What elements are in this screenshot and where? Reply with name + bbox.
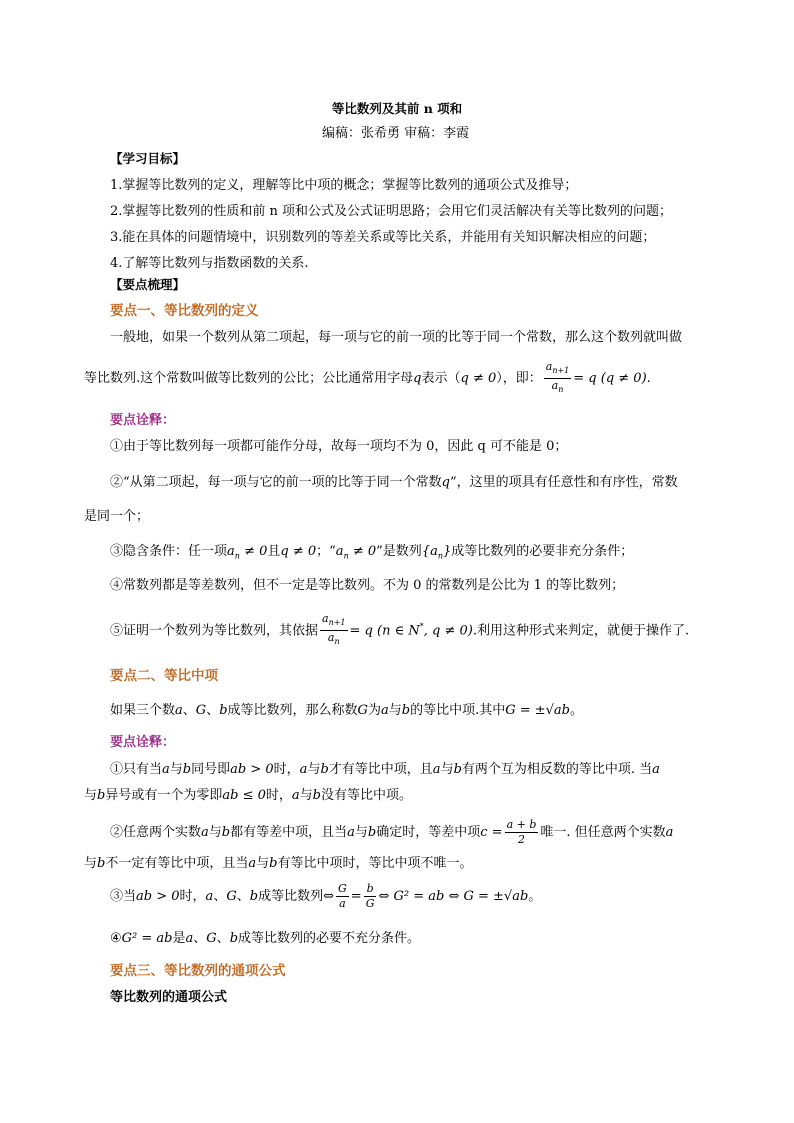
definition-line-1: 一般地，如果一个数列从第二项起，每一项与它的前一项的比等于同一个常数，那么这个数列就叫做 xyxy=(110,330,683,345)
section-3-subheading: 等比数列的通项公式 xyxy=(110,990,228,1005)
explain-1-item-2: ②“从第二项起，每一项与它的前一项的比等于同一个常数q”，这里的项具有任意性和有序性，常数 xyxy=(110,475,678,490)
definition-text: 等比数列.这个常数叫做等比数列的公比；公比通常用字母 xyxy=(84,371,414,387)
explain-1-item-4: ④常数列都是等差数列，但不一定是等比数列。不为 0 的常数列是公比为 1 的等比数列； xyxy=(110,578,625,593)
definition-line-2 xyxy=(84,360,651,397)
section-3-heading: 要点三、等比数列的通项公式 xyxy=(110,963,286,979)
ratio-formula: = q (q ≠ 0). xyxy=(573,371,651,387)
ratio-fraction: $\frac{a_{n+1}}{a_n}$ xyxy=(545,360,570,395)
explain-1-item-3: ③隐含条件：任一项$a_n \ne 0$且q ≠ 0；“$a_n \ne 0$”是数列$\{a_n\}$成等比数列的必要非充分条件； xyxy=(110,544,634,561)
explain-heading-1: 要点诠释： xyxy=(110,413,176,428)
explain-2-item-1: ①只有当a与b同号即ab > 0时，a与b才有等比中项，且a与b有两个互为相反数的等比中项. 当a xyxy=(110,762,660,777)
explain-2-item-2-cont: 与b不一定有等比中项，且当a与b有等比中项时，等比中项不唯一。 xyxy=(84,856,473,871)
explain-1-item-5: ⑤证明一个数列为等比数列，其依据 $\frac{a_{n+1}}{a_n}$ = q (n ∈ N*, q ≠ 0).利用这种形式来判定，就便于操作了. xyxy=(110,612,689,650)
explain-heading-2: 要点诠释： xyxy=(110,735,176,750)
explain-2-item-1-cont: 与b异号或有一个为零即ab ≤ 0时，a与b没有等比中项。 xyxy=(84,788,413,803)
document-title: 等比数列及其前 n 项和 xyxy=(331,101,463,116)
points-heading: 【要点梳理】 xyxy=(110,277,186,292)
ratio-g-a-fraction: $\frac{G}{a}$ xyxy=(337,882,347,910)
geometric-mean-definition: 如果三个数a、G、b成等比数列，那么称数G为a与b的等比中项.其中G = ±√ab。 xyxy=(110,703,584,718)
explain-2-item-3: ③当ab > 0时，a、G、b成等比数列⇔ $\frac{G}{a}$ = $\frac{b}{G}$ ⇔ G² = ab ⇔ G = ±√ab。 xyxy=(110,882,542,910)
goals-heading: 【学习目标】 xyxy=(110,151,186,166)
definition-text: 表示（ xyxy=(421,371,461,387)
goal-item-1: 1.掌握等比数列的定义，理解等比中项的概念；掌握等比数列的通项公式及推导； xyxy=(110,178,578,193)
editor-credits: 编稿：张希勇 审稿：李霞 xyxy=(322,126,470,141)
section-2-heading: 要点二、等比中项 xyxy=(110,668,218,684)
explain-1-item-2-cont: 是同一个； xyxy=(84,509,150,524)
goal-item-3: 3.能在具体的问题情境中，识别数列的等差关系或等比关系，并能用有关知识解决相应的问题； xyxy=(110,230,656,245)
explain-1-item-1: ①由于等比数列每一项都可能作分母，故每一项均不为 0，因此 q 可不能是 0； xyxy=(110,439,568,454)
goal-item-4: 4.了解等比数列与指数函数的关系. xyxy=(110,256,309,271)
definition-text: ），即： xyxy=(496,371,542,387)
arith-mean-fraction: $\frac{a + b}{2}$ xyxy=(506,818,537,846)
q-condition: q ≠ 0 xyxy=(460,371,497,387)
ratio-b-g-fraction: $\frac{b}{G}$ xyxy=(365,882,375,910)
goal-item-2: 2.掌握等比数列的性质和前 n 项和公式及公式证明思路；会用它们灵活解决有关等比数列的问题； xyxy=(110,204,673,219)
proof-fraction: $\frac{a_{n+1}}{a_n}$ xyxy=(322,612,346,647)
explain-2-item-4: ④G² = ab是a、G、b成等比数列的必要不充分条件。 xyxy=(110,931,421,946)
q-symbol: q xyxy=(413,371,422,387)
explain-2-item-2: ②任意两个实数a与b都有等差中项，且当a与b确定时，等差中项c = $\frac{a + b}{2}$ 唯一. 但任意两个实数a xyxy=(110,818,674,846)
section-1-heading: 要点一、等比数列的定义 xyxy=(110,303,259,319)
